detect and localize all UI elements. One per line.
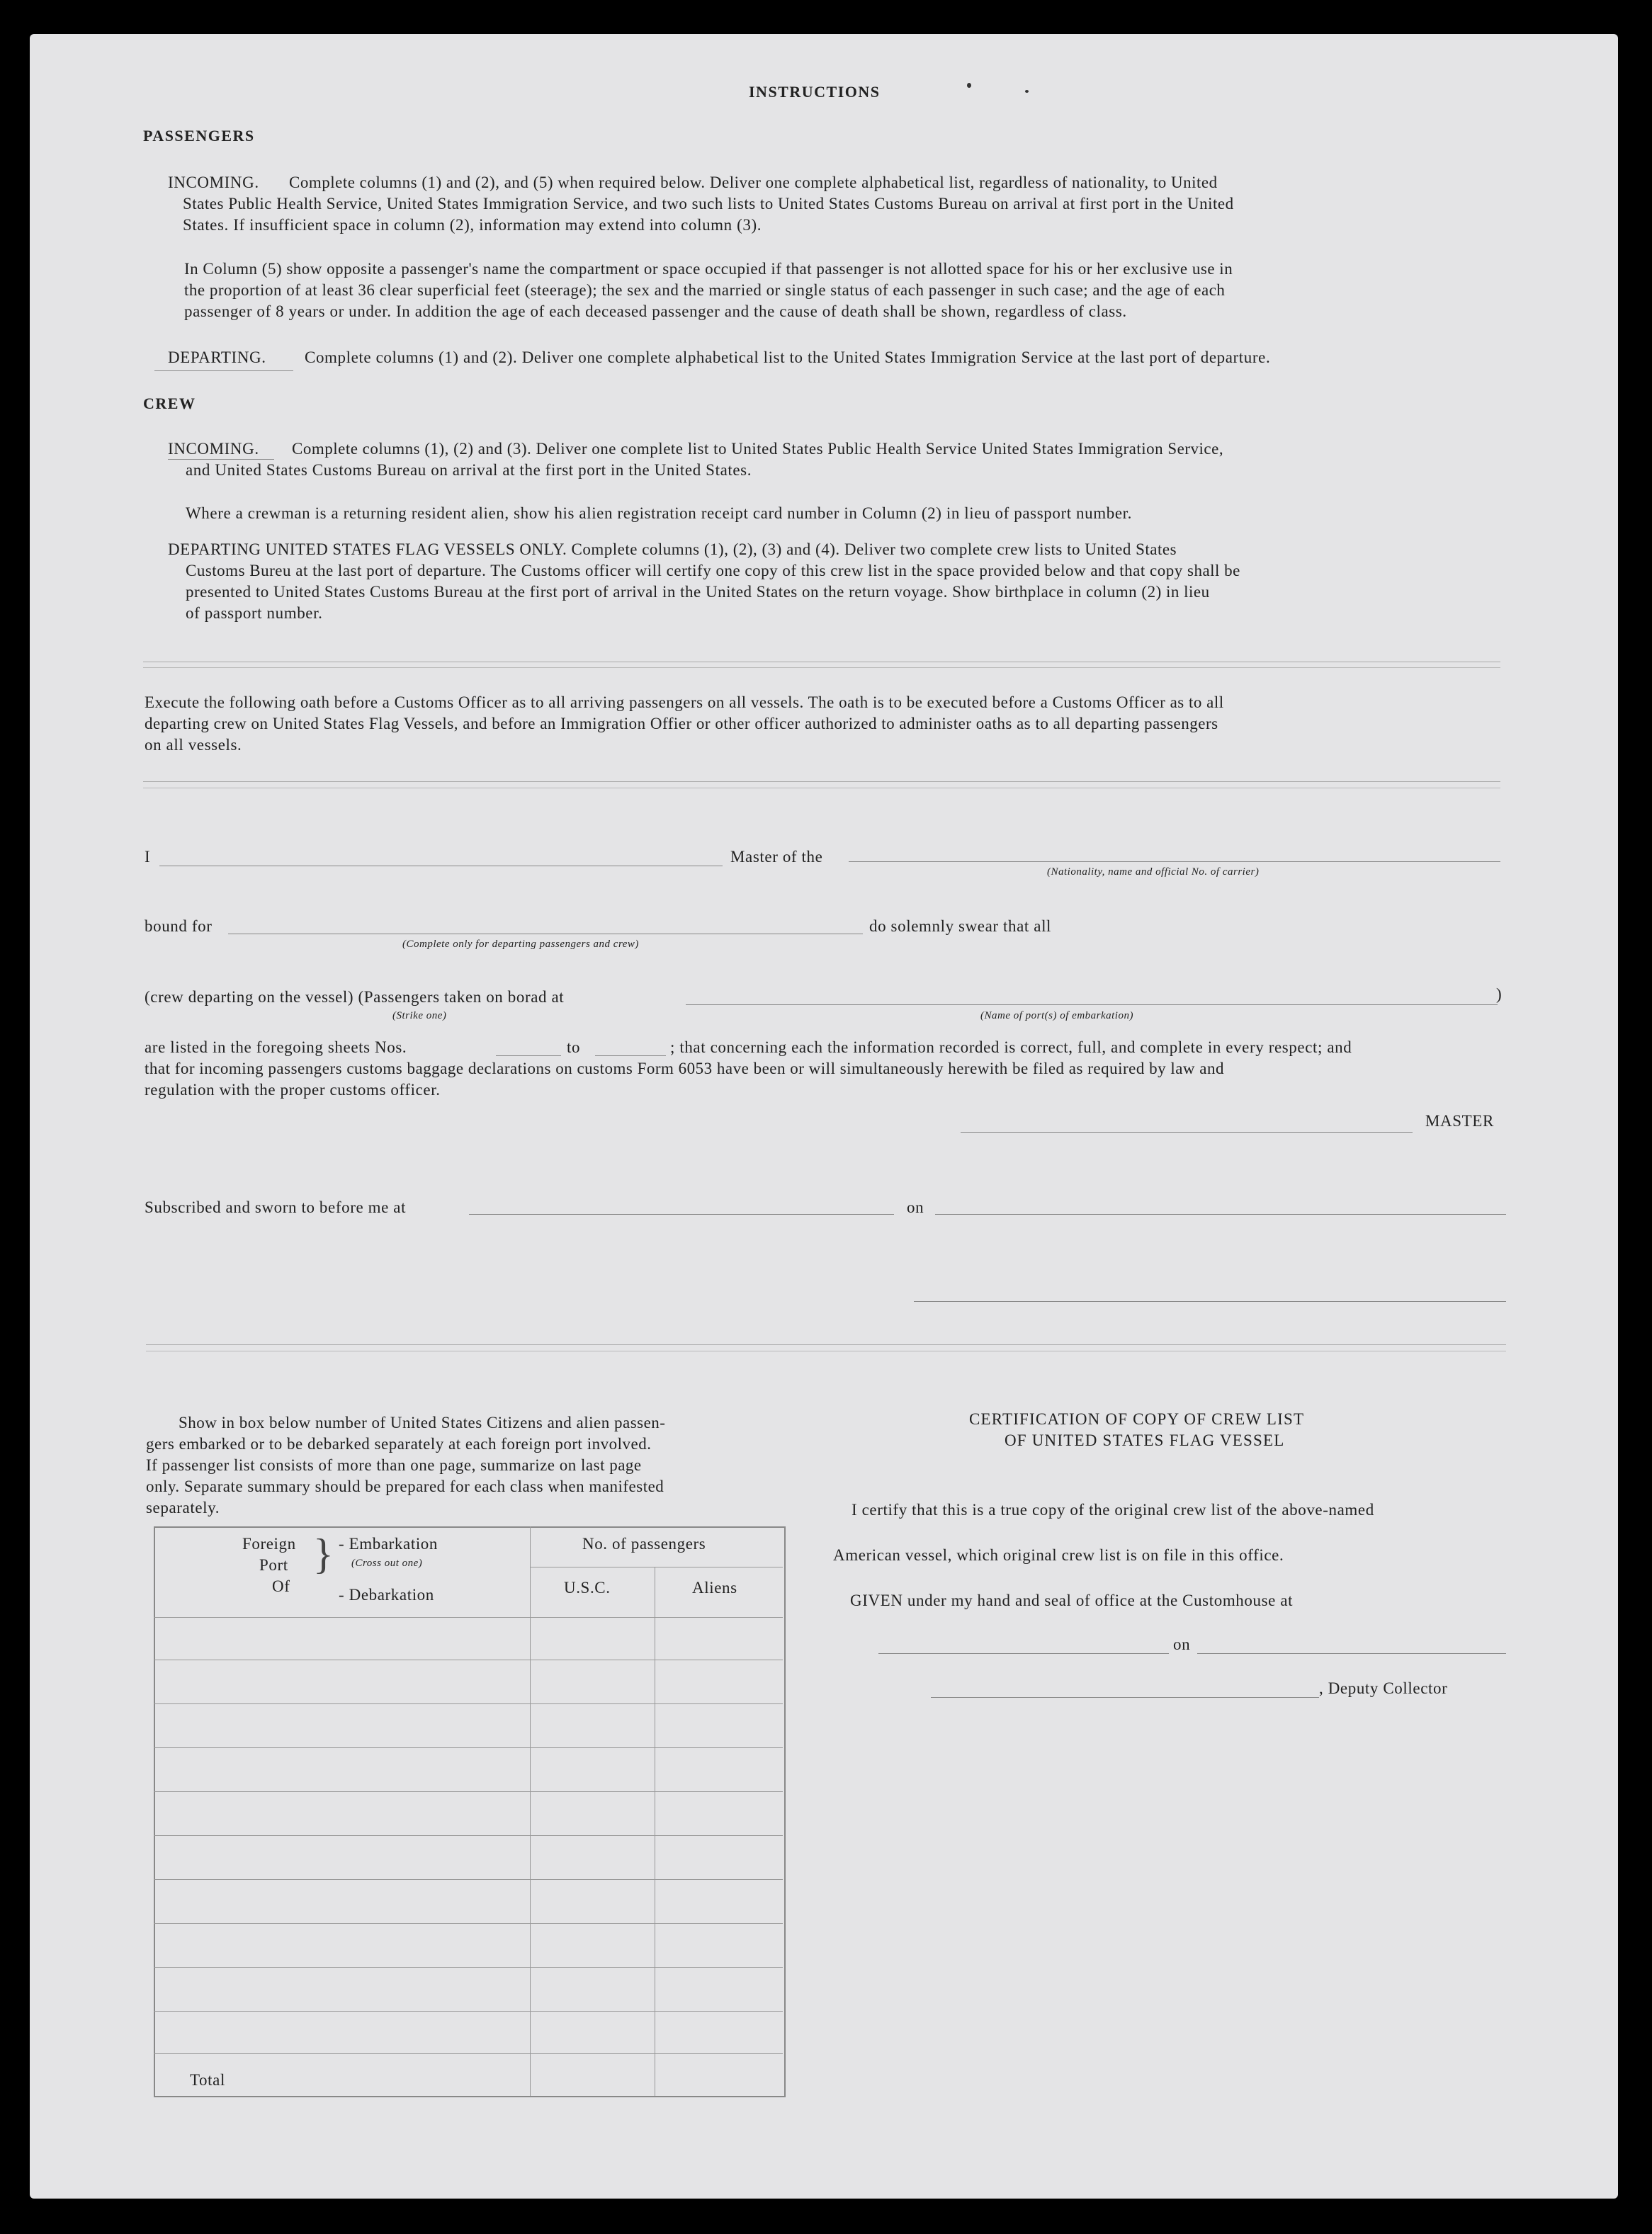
bound-for-hint: (Complete only for departing passengers and crew) [402,939,639,950]
table-row [154,1835,783,1836]
summary-instruction: gers embarked or to be debarked separately at each foreign port involved. [146,1435,652,1453]
swear-text: do solemnly swear that all [869,917,1052,935]
crew-departing-line: of passport number. [186,604,323,622]
sworn-on-label: on [907,1198,924,1216]
table-row [154,1703,783,1704]
label-underline [154,370,293,371]
sheet-to-field[interactable] [595,1055,666,1056]
returning-resident-text: Where a crewman is a returning resident alien, show his alien registration receipt card number in Column (2) in lieu of passport number. [186,504,1132,522]
sworn-place-field[interactable] [469,1214,894,1215]
divider [143,667,1500,668]
customhouse-field[interactable] [878,1653,1169,1654]
table-cross-out-hint: (Cross out one) [351,1558,423,1569]
strike-one-hint: (Strike one) [392,1010,447,1021]
sworn-date-field[interactable] [935,1214,1506,1215]
column5-instruction: passenger of 8 years or under. In addition the age of each deceased passenger and the cause of death shall be shown, regardless of class. [184,302,1127,320]
listed-to: to [567,1038,581,1056]
bound-for-label: bound for [145,917,213,935]
table-total-label: Total [190,2071,225,2089]
table-debarkation-label: - Debarkation [339,1586,434,1604]
passengers-departing-label: DEPARTING. [168,348,266,366]
deputy-collector-label: , Deputy Collector [1319,1679,1448,1697]
master-label: MASTER [1425,1112,1494,1130]
ports-hint: (Name of port(s) of embarkation) [980,1010,1133,1021]
listed-text: ; that concerning each the information recorded is correct, full, and complete in every respect; and [670,1038,1352,1056]
crew-departing-choice: (crew departing on the vessel) (Passengers taken on borad at [145,988,565,1006]
carrier-field[interactable] [849,861,1500,862]
deputy-signature-field[interactable] [931,1697,1319,1698]
oath-instruction: on all vessels. [145,736,242,754]
table-of-label: Of [272,1577,290,1595]
table-port-label: Port [259,1556,288,1574]
passengers-incoming-label: INCOMING. [168,174,259,191]
table-row [154,2011,783,2012]
oath-instruction: Execute the following oath before a Customs Officer as to all arriving passengers on all vessels. The oath is to be executed before a Customs Officer as to all [145,693,1224,711]
summary-instruction: Show in box below number of United States Citizens and alien passen- [179,1414,666,1431]
certification-on-label: on [1173,1635,1191,1653]
table-row [154,1923,783,1924]
divider [143,781,1500,782]
passengers-incoming-line: States. If insufficient space in column (2), information may extend into column (3). [183,216,762,234]
crew-departing-line: DEPARTING UNITED STATES FLAG VESSELS ONLY. Complete columns (1), (2), (3) and (4). Deliver two complete crew lists to United States [168,540,1177,558]
sheet-from-field[interactable] [496,1055,561,1056]
passenger-summary-table [154,1526,786,2097]
table-row [154,1791,783,1792]
oath-instruction: departing crew on United States Flag Vessels, and before an Immigration Offier or other officer authorized to administer oaths as to all departing passengers [145,715,1218,732]
table-no-passengers-header: No. of passengers [582,1535,706,1553]
close-paren: ) [1496,985,1503,1003]
column5-instruction: In Column (5) show opposite a passenger's name the compartment or space occupied if that passenger is not allotted space for his or her exclusive use in [184,260,1233,278]
table-embarkation-label: - Embarkation [339,1535,439,1553]
table-header-divider [154,1617,783,1618]
table-row [154,1967,783,1968]
passengers-incoming-line: States Public Health Service, United States Immigration Service, and two such lists to United States Customs Bureau on arrival at first port in the United [183,195,1234,212]
table-row [154,1879,783,1880]
ink-speck [967,83,971,88]
passengers-heading: PASSENGERS [143,127,255,144]
table-aliens-header: Aliens [692,1579,737,1597]
table-foreign-label: Foreign [242,1535,296,1553]
summary-instruction: separately. [146,1499,220,1516]
column5-instruction: the proportion of at least 36 clear superficial feet (steerage); the sex and the married or single status of each passenger in such case; and the age of each [184,281,1226,299]
brace-icon: } [313,1531,334,1577]
american-vessel-text: American vessel, which original crew list is on file in this office. [833,1546,1284,1564]
oath-text: regulation with the proper customs officer. [145,1081,441,1099]
master-signature-field[interactable] [961,1132,1413,1133]
certification-title: CERTIFICATION OF COPY OF CREW LIST [969,1410,1305,1428]
page-title: INSTRUCTIONS [749,83,881,101]
oath-i-label: I [145,848,151,866]
embarkation-ports-field[interactable] [686,1004,1498,1005]
listed-text: are listed in the foregoing sheets Nos. [145,1038,407,1056]
certification-title: OF UNITED STATES FLAG VESSEL [1005,1431,1285,1449]
table-row [154,2053,783,2054]
given-text: GIVEN under my hand and seal of office at the Customhouse at [850,1592,1294,1609]
oath-text: that for incoming passengers customs baggage declarations on customs Form 6053 have been or will simultaneously herewith be filed as required by law and [145,1060,1225,1077]
table-row [154,1747,783,1748]
crew-departing-line: Customs Bureu at the last port of departure. The Customs officer will certify one copy of this crew list in the space provided below and that copy shall be [186,562,1240,579]
crew-incoming-line: and United States Customs Bureau on arrival at the first port in the United States. [186,461,752,479]
summary-instruction: If passenger list consists of more than one page, summarize on last page [146,1456,642,1474]
passengers-departing-text: Complete columns (1) and (2). Deliver one complete alphabetical list to the United States Immigration Service at the last port of departure. [305,348,1271,366]
table-usc-header: U.S.C. [564,1579,611,1597]
carrier-hint: (Nationality, name and official No. of carrier) [1047,866,1260,878]
crew-heading: CREW [143,395,196,412]
certification-date-field[interactable] [1197,1653,1506,1654]
master-of-label: Master of the [730,848,823,866]
certify-text: I certify that this is a true copy of the original crew list of the above-named [852,1501,1374,1519]
divider [146,1344,1506,1345]
crew-incoming-line: Complete columns (1), (2) and (3). Deliver one complete list to United States Public Health Service United States Immigration Service, [292,440,1224,458]
officer-signature-field[interactable] [914,1301,1506,1302]
subscribed-label: Subscribed and sworn to before me at [145,1198,407,1216]
ink-speck [1025,90,1029,93]
crew-departing-line: presented to United States Customs Bureau at the first port of arrival in the United States on the return voyage. Show birthplace in column (2) in lieu [186,583,1210,601]
summary-instruction: only. Separate summary should be prepared for each class when manifested [146,1478,664,1495]
crew-incoming-label: INCOMING. [168,440,259,458]
passengers-incoming-line: Complete columns (1) and (2), and (5) when required below. Deliver one complete alphabetical list, regardless of nationality, to United [289,174,1218,191]
